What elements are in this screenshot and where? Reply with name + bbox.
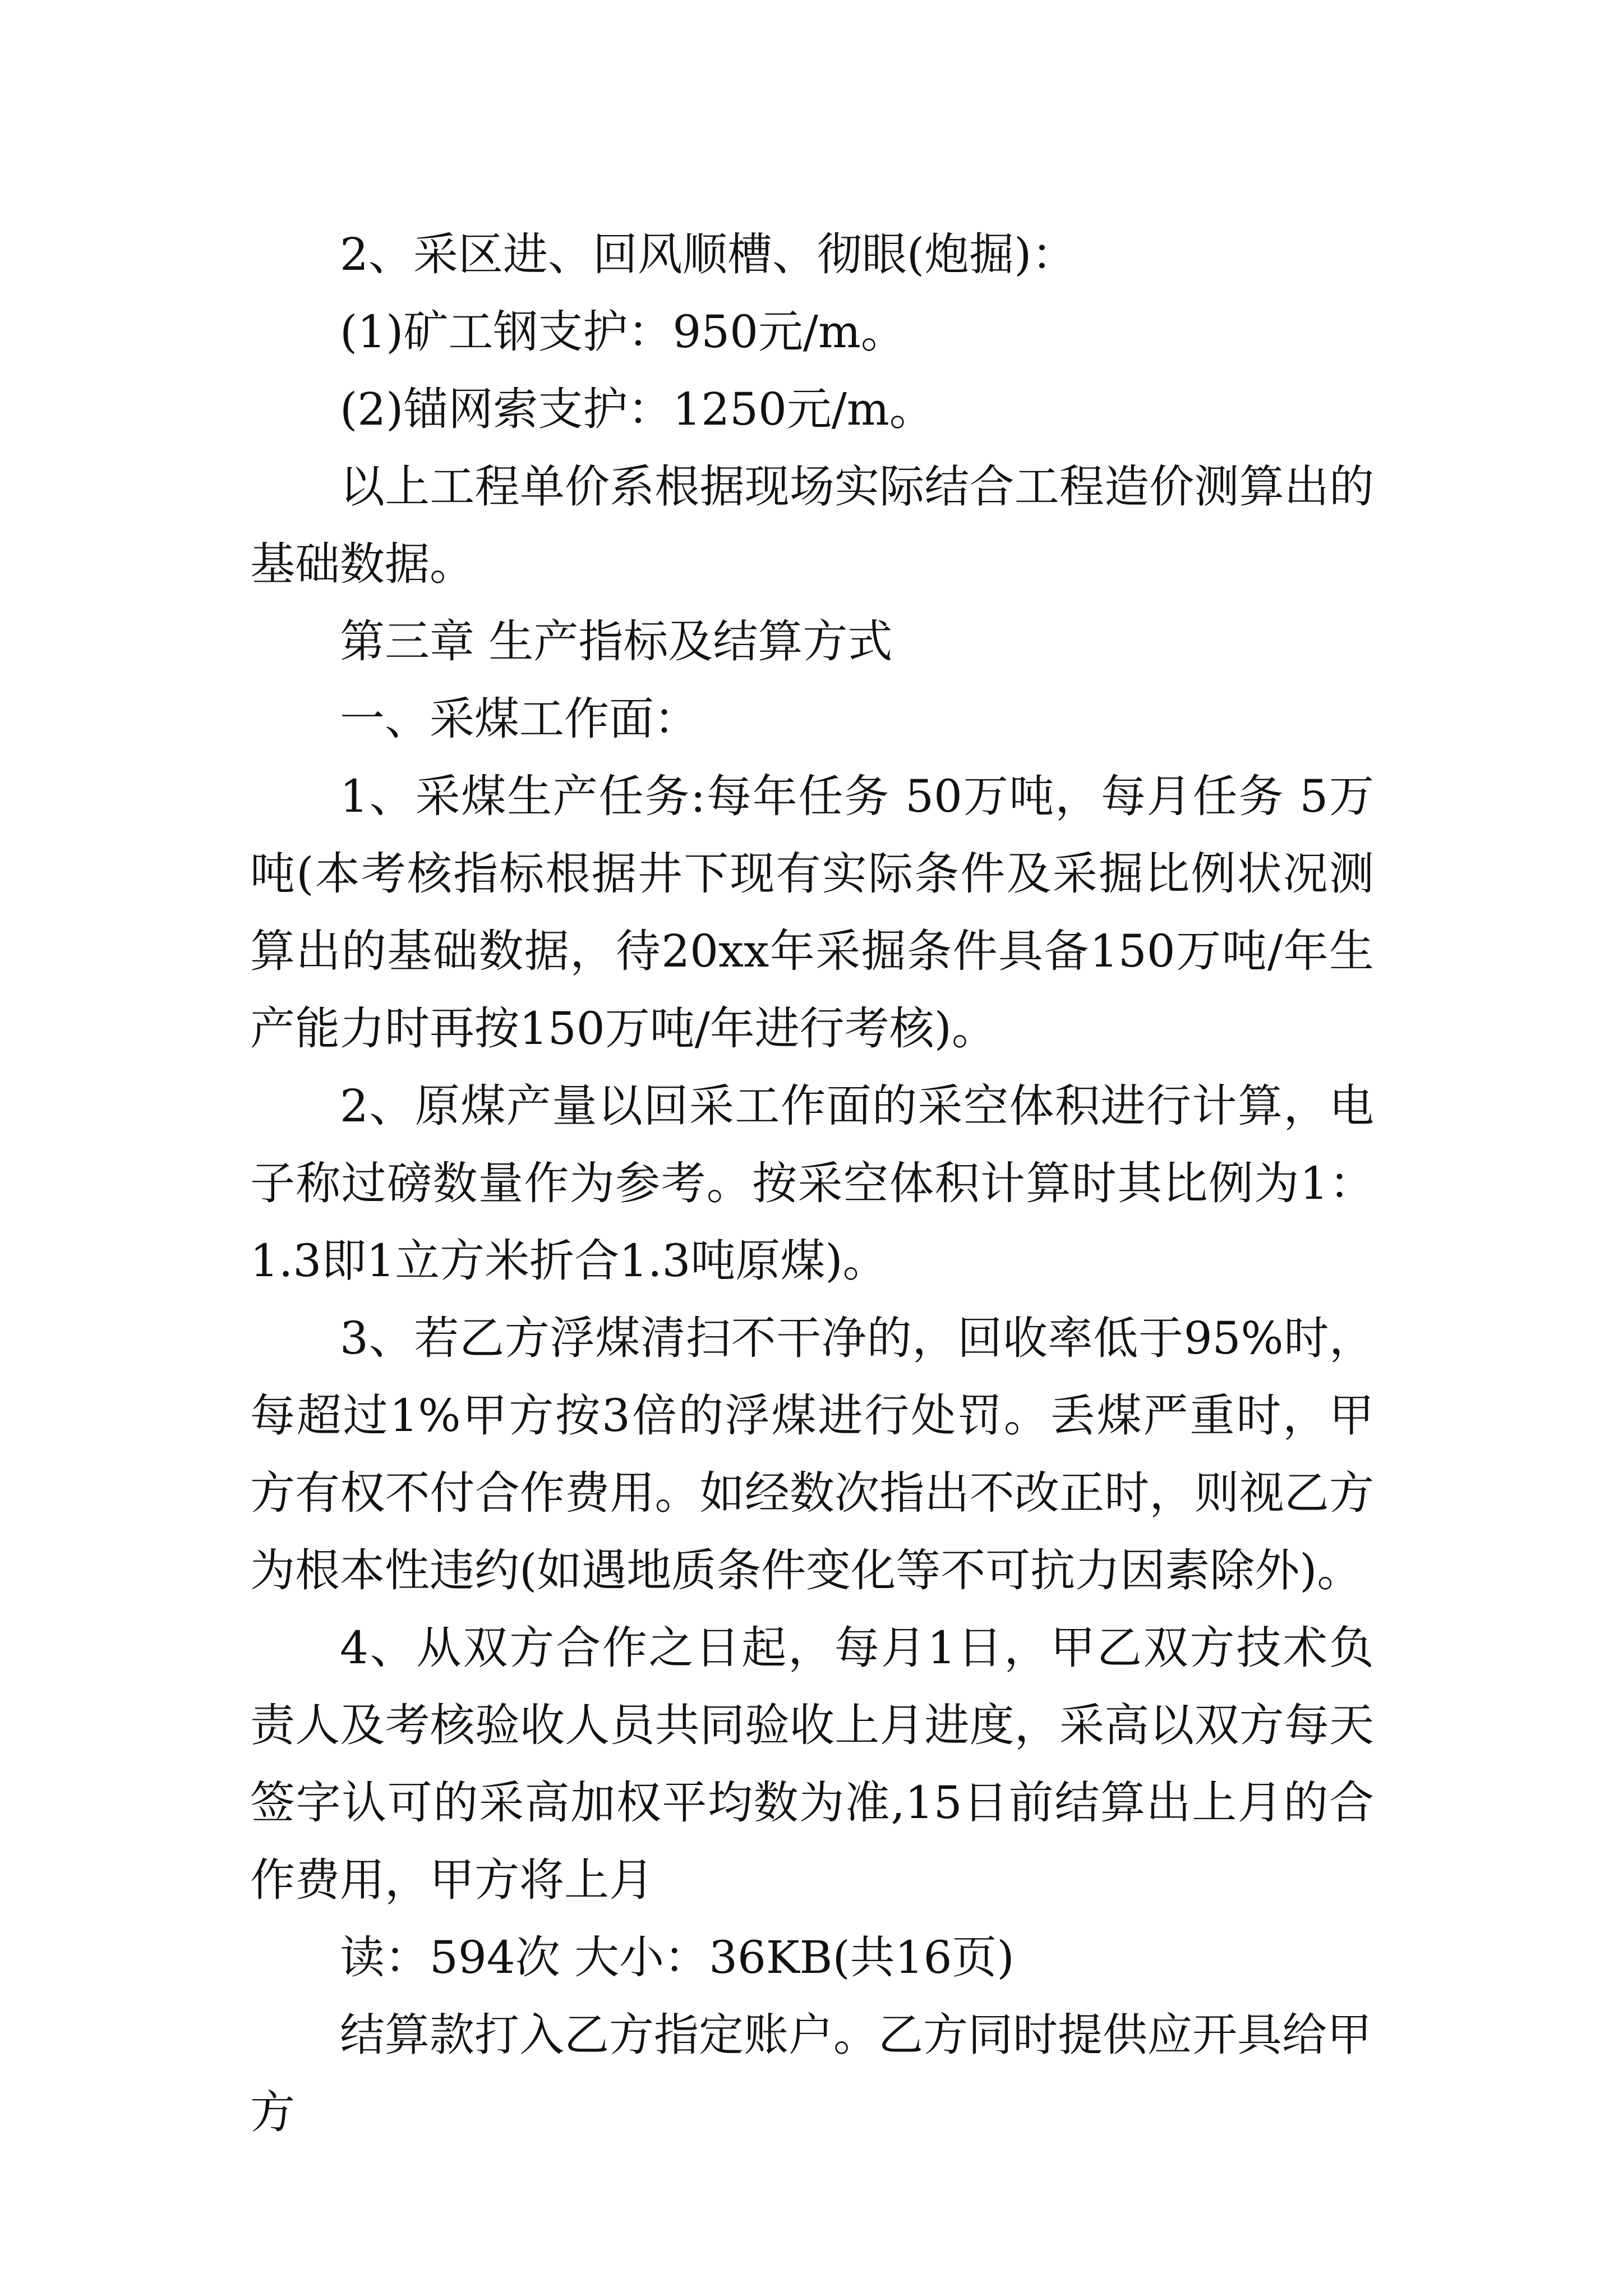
paragraph-settlement-payment: 结算款打入乙方指定账户。乙方同时提供应开具给甲方 [250,2009,1372,2138]
document-meta-line: 读：594次 大小：36KB(共16页) [340,1931,1015,1984]
paragraph-section-2-roadways: 2、采区进、回风顺槽、彻眼(炮掘)： [340,228,1077,280]
paragraph-anchor-support-price: (2)锚网索支护：1250元/m。 [340,383,934,435]
paragraph-unit-price-note: 以上工程单价系根据现场实际结合工程造价测算出的基础数据。 [250,461,1374,590]
paragraph-raw-coal-output: 2、原煤产量以回采工作面的采空体积进行计算，电子称过磅数量作为参考。按采空体积计算时其比例为1：1.3即1立方米折合1.3吨原煤)。 [250,1080,1374,1287]
section-heading-coal-face: 一、采煤工作面： [340,693,699,745]
paragraph-monthly-acceptance: 4、从双方合作之日起，每月1日，甲乙双方技术负责人及考核验收人员共同验收上月进度，采高以双方每天签字认可的采高加权平均数为准,15日前结算出上月的合作费用，甲方将上月 [250,1622,1374,1906]
chapter-heading: 第三章 生产指标及结算方式 [340,615,893,668]
paragraph-float-coal-penalty: 3、若乙方浮煤清扫不干净的，回收率低于95%时，每超过1%甲方按3倍的浮煤进行处罚。丢煤严重时，甲方有权不付合作费用。如经数次指出不改正时，则视乙方为根本性违约(如遇地质条件变化等不可抗力因素除外)。 [250,1312,1374,1596]
paragraph-production-task: 1、采煤生产任务:每年任务 50万吨，每月任务 5万吨(本考核指标根据井下现有实际条件及采掘比例状况测算出的基础数据，待20xx年采掘条件具备150万吨/年生产能力时再按150万吨/年进行考核)。 [250,770,1374,1055]
document-body [250,216,1374,2151]
paragraph-steel-support-price: (1)矿工钢支护：950元/m。 [340,306,906,358]
